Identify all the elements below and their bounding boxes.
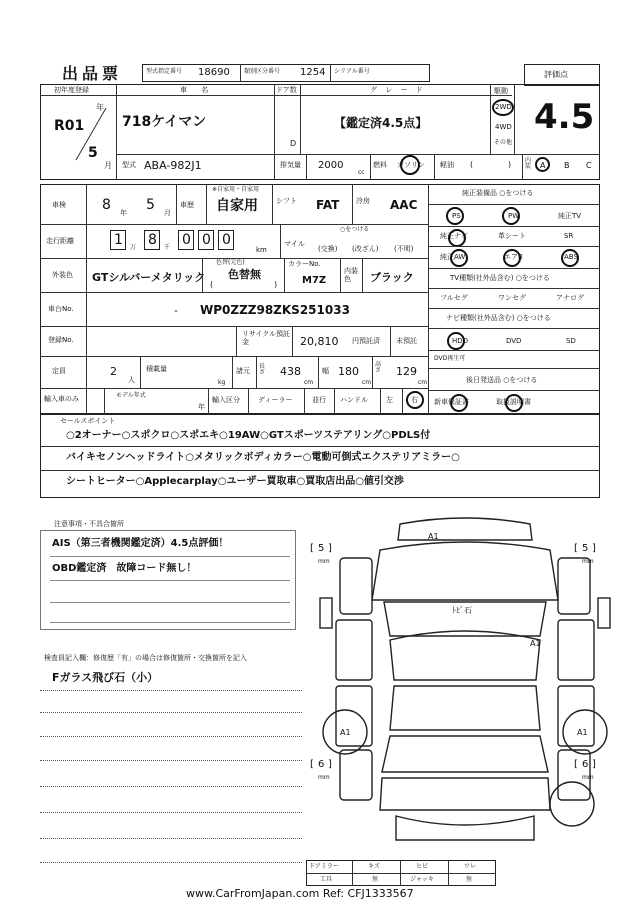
navi-hdd-circle <box>447 332 465 350</box>
shift-label: シフト <box>276 197 297 205</box>
month-unit: 月 <box>104 161 112 170</box>
navi-hdd: HDD <box>452 337 469 345</box>
car-name: 718ケイマン <box>122 114 207 130</box>
capacity: 2 <box>110 365 117 378</box>
form-title: 出品票 <box>62 64 123 83</box>
class-no: 1254 <box>300 67 326 78</box>
reg-no-label: 登録No. <box>48 336 74 344</box>
mileage-digit-4: 0 <box>202 232 211 248</box>
header-id-box <box>142 64 430 82</box>
recycle-paid: 円預託済 <box>352 337 380 345</box>
warranty: 新車保証書 <box>434 398 469 406</box>
manual-circle <box>505 394 523 412</box>
sales-label: セールスポイント <box>60 417 116 425</box>
notes-label: 注意事項・不具合箇所 <box>54 520 124 528</box>
height-label: 高さ <box>375 361 382 374</box>
length: 438 <box>280 365 301 378</box>
equip-pw-circle <box>502 207 520 225</box>
grade-label: グ レ ー ド <box>370 86 426 94</box>
left-wheel-mark: A1 <box>340 728 351 737</box>
equip-navi-circle <box>448 229 466 247</box>
equip-tv: 純正TV <box>558 212 582 220</box>
history-label: 車歴 <box>180 201 194 209</box>
load-label: 積載量 <box>146 365 167 373</box>
height-cm: cm <box>418 379 428 386</box>
kg-unit: kg <box>218 379 226 386</box>
ac-label: 冷房 <box>356 197 370 205</box>
recycle-amount: 20,810 <box>300 335 339 348</box>
color-change-label: 色替(元色) <box>216 259 245 266</box>
color-label: 外装色 <box>52 271 73 279</box>
import-type-label: 輸入区分 <box>212 396 240 404</box>
height: 129 <box>396 365 417 378</box>
mileage-digit-2: 8 <box>148 232 157 248</box>
interior-color-label: 内装色 <box>344 267 358 284</box>
vin: WP0ZZZ98ZKS251033 <box>200 303 350 317</box>
inspection-month: 5 <box>146 197 155 213</box>
color-no-label: カラーNo. <box>288 260 321 268</box>
equip-ps: PS <box>452 212 461 220</box>
drive-other: その他 <box>494 139 513 146</box>
interior-a: A <box>540 161 546 170</box>
import-label: 輸入車のみ <box>44 395 79 403</box>
glass-mark: ﾄﾋﾞ石 <box>452 606 472 615</box>
history: 自家用 <box>216 198 258 214</box>
sales-line-1: ○2オーナー○スポクロ○スポエキ○19AW○GTスポーツステアリング○PDLS付 <box>66 430 431 441</box>
right-panel-mark: A1 <box>530 639 541 648</box>
manual: 取扱説明書 <box>496 398 531 406</box>
interior-c: C <box>586 161 592 170</box>
handle-right-circle <box>406 391 424 409</box>
first-reg-month: 5 <box>88 145 98 161</box>
fuel-diesel: 軽油 <box>440 161 454 169</box>
notes-line-2: OBD鑑定済 故障コード無し！ <box>52 563 197 574</box>
tv-title: TV種類(社外品含む) ○をつける <box>450 274 550 282</box>
drive-2wd: 2WD <box>495 103 512 111</box>
equip-pw: PW <box>508 212 520 220</box>
import-parallel: 並行 <box>312 396 326 404</box>
length-label: 長さ <box>259 363 266 376</box>
serial-label: シリアル番号 <box>334 68 370 75</box>
tire-rr-mm: mm <box>582 774 594 781</box>
interior-label: 内装 <box>525 157 532 170</box>
tire-fr: 5 <box>582 543 589 554</box>
tv-one-seg: ワンセグ <box>498 294 526 302</box>
later-title: 後日発送品 ○をつける <box>466 376 538 384</box>
color-no: M7Z <box>302 275 327 286</box>
fuel-gasoline: ガソリン <box>397 161 425 169</box>
handle-label: ハンドル <box>340 396 368 404</box>
ac: AAC <box>390 198 418 212</box>
history-note: ※自家用・自家用 <box>212 186 260 193</box>
type-cert-no: 18690 <box>198 67 230 78</box>
shift: FAT <box>316 198 340 212</box>
genuine-title: 純正装備品 ○をつける <box>462 189 534 197</box>
mile-label: マイル <box>284 240 305 248</box>
recycle-label: リサイクル預託金 <box>242 330 291 347</box>
footer-watermark: www.CarFromJapan.com Ref: CFJ1333567 <box>186 887 414 900</box>
mileage-sen: 千 <box>164 244 171 251</box>
drive-4wd: 4WD <box>495 123 512 131</box>
equip-leather: 革シート <box>498 232 526 240</box>
cc-unit: cc <box>358 169 365 176</box>
score-label: 評価点 <box>544 70 568 79</box>
displacement: 2000 <box>318 160 344 171</box>
recycle-unpaid: 未預託 <box>396 337 417 345</box>
first-reg-year: R01 <box>54 118 85 134</box>
tire-rl-mm: mm <box>318 774 330 781</box>
dims-label: 諸元 <box>236 367 250 375</box>
equip-ps-circle <box>446 207 464 225</box>
width-cm: cm <box>362 379 372 386</box>
opt-modified: (改ざん) <box>352 245 379 253</box>
tv-full-seg: フルセグ <box>440 294 468 302</box>
inspection-month-unit: 月 <box>164 209 171 217</box>
legend-jack: ジャッキ <box>410 876 434 883</box>
navi-dvd: DVD <box>506 337 522 345</box>
interior-b: B <box>564 161 570 170</box>
interior-color: ブラック <box>370 271 414 284</box>
inspection-year-unit: 年 <box>120 209 127 217</box>
class-label: 類別区分番号 <box>244 68 281 75</box>
inspector-line-1: Fガラス飛び石（小） <box>52 671 159 684</box>
handle-right: 右 <box>411 396 418 404</box>
color-change: 色替無 <box>228 268 261 281</box>
doors-label: ドア数 <box>276 86 297 94</box>
exterior-color: GTシルバーメタリック <box>92 271 206 284</box>
fuel-gasoline-circle <box>400 155 420 175</box>
year-unit: 年 <box>96 103 104 112</box>
right-wheel-mark: A1 <box>577 728 588 737</box>
vin-label: 車台No. <box>48 305 74 313</box>
type-cert-label: 型式指定番号 <box>146 68 183 75</box>
grade: 【鑑定済4.5点】 <box>334 116 428 130</box>
legend-tools: 工具 <box>320 876 333 883</box>
width-label: 幅 <box>322 367 329 375</box>
equip-airbag-circle <box>503 249 521 267</box>
equip-aw: 純正AW <box>440 253 466 261</box>
car-name-label: 車 名 <box>180 86 215 94</box>
import-dealer: ディーラー <box>258 396 293 404</box>
equip-airbag: エアB <box>504 253 523 261</box>
notes-line-1: AIS（第三者機関鑑定済）4.5点評価！ <box>52 538 229 549</box>
capacity-label: 定員 <box>52 367 66 375</box>
equip-sr: SR <box>564 232 574 240</box>
km-unit: km <box>256 246 267 254</box>
score-value: 4.5 <box>534 97 595 137</box>
warranty-circle <box>450 394 468 412</box>
mark-instruction: ○をつける <box>340 226 370 233</box>
car-diagram <box>300 510 640 890</box>
tire-fr-mm: mm <box>582 558 594 565</box>
width: 180 <box>338 365 359 378</box>
length-cm: cm <box>304 379 314 386</box>
mileage-man: 万 <box>130 244 137 251</box>
legend-break: ワレ <box>464 863 477 870</box>
sales-line-3: シートヒーター○Applecarplay○ユーザー買取車○買取店出品○値引交渉 <box>66 476 404 487</box>
equip-abs: ABS <box>564 253 578 261</box>
sales-line-2: バイキセノンヘッドライト○メタリックボディカラー○電動可倒式エクステリアミラー○ <box>66 452 460 463</box>
equip-aw-circle <box>450 249 468 267</box>
equip-navi: 純正ナビ <box>440 232 468 240</box>
legend-jack-val: 無 <box>466 876 473 883</box>
opt-exchange: (交換) <box>318 245 338 253</box>
drive-label: 駆動 <box>494 87 508 95</box>
legend-tools-val: 無 <box>372 876 379 883</box>
model-label: 型式 <box>122 161 136 169</box>
equip-abs-circle <box>561 249 579 267</box>
opt-unknown: (不明) <box>394 245 414 253</box>
model: ABA-982J1 <box>144 159 202 172</box>
model-year-label: モデル年式 <box>116 392 146 399</box>
model-year-unit: 年 <box>198 403 205 411</box>
tire-rl: 6 <box>318 759 325 770</box>
mileage-label: 走行距離 <box>46 237 74 245</box>
mileage-digit-3: 0 <box>182 232 191 248</box>
legend-door-mirror: ドアミラー <box>309 863 339 870</box>
tv-analog: アナログ <box>556 294 584 302</box>
person-unit: 人 <box>128 376 135 384</box>
interior-a-circle <box>535 157 550 172</box>
legend-scratch: キズ <box>368 863 380 870</box>
displacement-label: 排気量 <box>280 161 301 169</box>
doors-mark: D <box>290 139 297 148</box>
navi-sd: SD <box>566 337 576 345</box>
tire-rr: 6 <box>582 759 589 770</box>
tire-fl: 5 <box>318 543 325 554</box>
handle-left: 左 <box>386 396 393 404</box>
tire-fl-mm: mm <box>318 558 330 565</box>
inspection-label: 車検 <box>52 201 66 209</box>
mileage-digit-5: 0 <box>222 232 231 248</box>
inspector-label: 検査員記入欄：修復歴「有」の場合は修復箇所・交換箇所を記入 <box>44 654 247 662</box>
front-mark: A1 <box>428 532 439 541</box>
vin-dash: - <box>174 304 178 317</box>
first-reg-label: 初年度登録 <box>54 86 89 94</box>
fuel-label: 燃料 <box>373 161 387 169</box>
drive-2wd-circle <box>492 99 514 116</box>
navi-title: ナビ種類(社外品含む) ○をつける <box>446 314 551 322</box>
mileage-digit-1: 1 <box>114 232 123 248</box>
dvd-player: DVD再生可 <box>434 355 466 362</box>
inspection-year: 8 <box>102 197 111 213</box>
legend-crack: ヒビ <box>416 863 429 870</box>
